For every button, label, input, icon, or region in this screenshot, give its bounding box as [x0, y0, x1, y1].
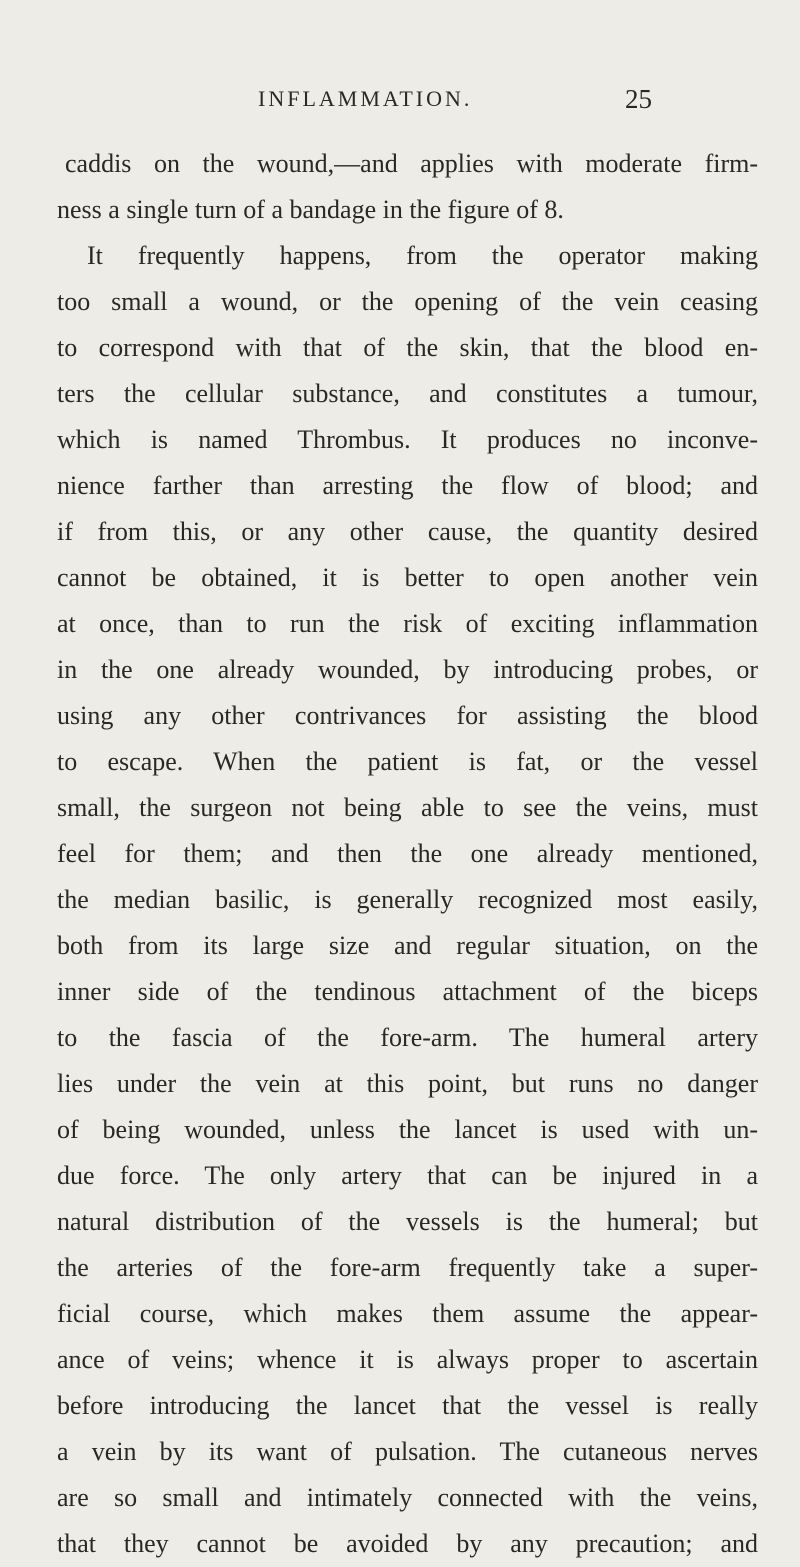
- body-text: [57, 141, 758, 1567]
- text-line: that they cannot be avoided by any precaution; and: [57, 1529, 758, 1558]
- text-line: ters the cellular substance, and constitutes a tumour,: [57, 379, 758, 408]
- text-line: to the fascia of the fore-arm. The humeral artery: [57, 1023, 758, 1052]
- text-line: using any other contrivances for assisting the blood: [57, 701, 758, 730]
- text-line: small, the surgeon not being able to see the veins, must: [57, 793, 758, 822]
- text-line: ance of veins; whence it is always proper to ascertain: [57, 1345, 758, 1374]
- text-line: ness a single turn of a bandage in the figure of 8.: [57, 195, 564, 224]
- page-number: 25: [625, 84, 652, 114]
- text-line: due force. The only artery that can be injured in a: [57, 1161, 758, 1190]
- text-line: a vein by its want of pulsation. The cutaneous nerves: [57, 1437, 758, 1466]
- running-head: [0, 86, 800, 126]
- text-line: ficial course, which makes them assume the appear-: [57, 1299, 758, 1328]
- text-line: of being wounded, unless the lancet is used with un-: [57, 1115, 758, 1144]
- text-line: cannot be obtained, it is better to open another vein: [57, 563, 758, 592]
- text-line: at once, than to run the risk of exciting inflammation: [57, 609, 758, 638]
- paragraph-first-line: It frequently happens, from the operator making: [87, 241, 758, 270]
- text-line: too small a wound, or the opening of the vein ceasing: [57, 287, 758, 316]
- text-line: both from its large size and regular situation, on the: [57, 931, 758, 960]
- text-line: which is named Thrombus. It produces no inconve-: [57, 425, 758, 454]
- text-line: caddis on the wound,—and applies with moderate firm-: [65, 149, 758, 178]
- text-line: lies under the vein at this point, but runs no danger: [57, 1069, 758, 1098]
- text-line: in the one already wounded, by introducing probes, or: [57, 655, 758, 684]
- text-line: feel for them; and then the one already mentioned,: [57, 839, 758, 868]
- running-title: INFLAMMATION.: [258, 86, 473, 111]
- text-line: are so small and intimately connected with the veins,: [57, 1483, 758, 1512]
- text-line: nience farther than arresting the flow of blood; and: [57, 471, 758, 500]
- text-line: to correspond with that of the skin, that the blood en-: [57, 333, 758, 362]
- text-line: before introducing the lancet that the vessel is really: [57, 1391, 758, 1420]
- text-line: the median basilic, is generally recognized most easily,: [57, 885, 758, 914]
- text-line: natural distribution of the vessels is the humeral; but: [57, 1207, 758, 1236]
- text-line: inner side of the tendinous attachment of the biceps: [57, 977, 758, 1006]
- text-line: the arteries of the fore-arm frequently take a super-: [57, 1253, 758, 1282]
- text-line: to escape. When the patient is fat, or the vessel: [57, 747, 758, 776]
- text-line: if from this, or any other cause, the quantity desired: [57, 517, 758, 546]
